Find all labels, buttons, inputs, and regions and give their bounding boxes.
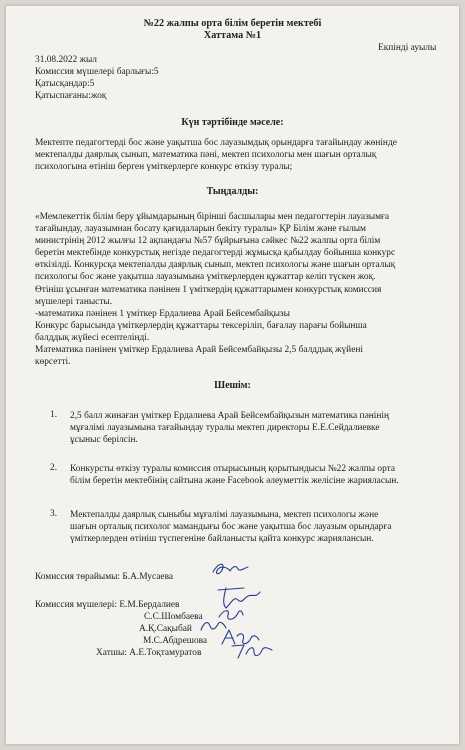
member-name: М.С.Абдрешова bbox=[143, 636, 208, 646]
agenda-text bbox=[35, 137, 445, 173]
decision-line: үміткерлерден өтініш түспегеніне байланысты қайта конкурс жариялансын. bbox=[70, 534, 374, 545]
decision-number: 3. bbox=[50, 509, 58, 519]
school-title: №22 жалпы орта білім беретін мектебі bbox=[143, 18, 322, 29]
heard-line: Конкурс барысында үміткерлердің құжаттары тексеріліп, бағалау парағы бойынша bbox=[35, 320, 367, 331]
heard-text bbox=[35, 211, 445, 368]
members-total: Комиссия мүшелері барлығы:5 bbox=[35, 67, 159, 77]
decision-number: 1. bbox=[50, 410, 58, 420]
decision-item bbox=[70, 463, 450, 487]
member-name: А.Қ.Сақыбай bbox=[139, 624, 192, 634]
protocol-title: Хаттама №1 bbox=[203, 30, 262, 41]
heard-line: балддық жүйесі есептелінді. bbox=[35, 332, 150, 343]
heard-line: көрсетті. bbox=[35, 357, 71, 368]
chair-signature bbox=[210, 558, 252, 582]
secretary-signature bbox=[230, 640, 274, 662]
heard-line: өткізілді. Конкурсқа мектепалды даярлық сынып, мектеп психологы және шағын орталық bbox=[35, 260, 396, 271]
decision-item bbox=[70, 410, 450, 446]
heard-line: тағайындау, лауазымнан босату қағидаларын бекіту туралы» ҚР Білім және ғылым bbox=[35, 224, 366, 235]
members-signatory: Комиссия мүшелері: Е.М.Бердалиев bbox=[35, 600, 180, 610]
decision-line: шағын орталық психолог мамандығы бос және уақытша бос лауазым орындарға bbox=[70, 522, 392, 533]
document-page bbox=[6, 6, 459, 744]
decision-line: 2,5 балл жинаған үміткер Ердалиева Арай Бейсембайқызын математика пәнінің bbox=[70, 411, 389, 421]
meeting-date: 31.08.2022 жыл bbox=[35, 55, 97, 65]
heard-line: -математика пәнінен 1 үміткер Ердалиева Арай Бейсембайқызы bbox=[35, 308, 290, 319]
heard-line: Өтініш ұсынған математика пәнінен 1 үміткердің құжаттарымен конкурстық комиссия bbox=[35, 284, 382, 295]
heard-line: психологы бос және уақытша лауазымына үміткерлерден құжаттар келіп түскен жоқ. bbox=[35, 272, 376, 283]
decision-line: Конкурсты өткізу туралы комиссия отырысының қорытындысы №22 жалпы орта bbox=[70, 464, 396, 474]
decision-line: білім беретін мектебінің сайтына және Facebook әлеуметтік желісіне жарияласын. bbox=[70, 476, 399, 487]
decision-line: ұсыныс берілсін. bbox=[70, 435, 138, 446]
agenda-heading: Күн тәртібінде мәселе: bbox=[181, 117, 284, 128]
absent-count: Қатыспағаны:жоқ bbox=[35, 91, 107, 101]
heard-line: «Мемлекеттік білім беру ұйымдарының бірінші басшылары мен педагогтерін лауазымға bbox=[35, 212, 390, 222]
decision-line: Мектепалды даярлық сыныбы мұғалімі лауазымына, мектеп психологы және bbox=[70, 510, 379, 520]
heard-heading: Тыңдалды: bbox=[206, 186, 259, 197]
location: Екпінді ауылы bbox=[378, 43, 437, 53]
decision-heading: Шешім: bbox=[214, 380, 251, 391]
chair-signatory: Комиссия төрайымы: Б.А.Мусаева bbox=[35, 572, 174, 582]
attended-count: Қатысқандар:5 bbox=[35, 79, 95, 89]
decision-item bbox=[70, 509, 450, 545]
agenda-line: Мектепте педагогтерді бос және уақытша бос лауазымдық орындарға тағайындау жөнінде bbox=[35, 138, 397, 148]
agenda-line: мектепалды даярлық сынып, математика пәні, мектеп психологы мен шағын орталық bbox=[35, 150, 377, 161]
decision-number: 2. bbox=[50, 463, 58, 473]
heard-line: Математика пәнінен үміткер Ердалиева Арай Бейсембайқызы 2,5 балддық жүйені bbox=[35, 345, 363, 356]
decision-line: мұғалімі лауазымына тағайындау туралы мектеп директоры Е.Е.Сейдалиевке bbox=[70, 423, 380, 434]
member-name: С.С.Шомбаева bbox=[144, 612, 203, 622]
heard-line: министрінің 2012 жылғы 12 ақпандағы №57 бұйрығына сәйкес №22 жалпы орта білім bbox=[35, 236, 381, 247]
secretary-signatory: Хатшы: А.Е.Тоқтамуратов bbox=[96, 648, 202, 658]
agenda-line: психологына өтініш берген үміткерлерге конкурс өткізу туралы; bbox=[35, 162, 293, 173]
heard-line: мүшелері танысты. bbox=[35, 296, 113, 307]
heard-line: беретін мектебінде конкурстық негізде педагогтерді жұмысқа қабылдау бойынша конкурс bbox=[35, 248, 396, 259]
